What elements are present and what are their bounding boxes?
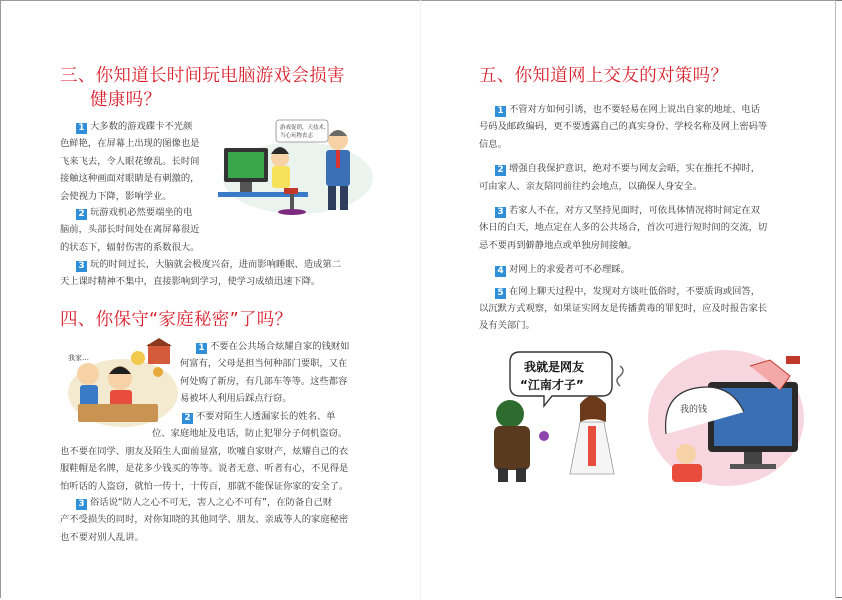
section-3-title: [60, 64, 390, 112]
text-line: 飞来飞去，令人眼花缭乱。长时间: [60, 155, 200, 167]
text-line: 也不要在同学、朋友及陌生人面前显富，吹嘘自家财产，炫耀自己的衣: [60, 445, 349, 457]
page-fold: [420, 0, 421, 600]
text-line: 色鲜艳，在屏幕上出现的图像也是: [60, 138, 200, 150]
s3-para-3: [60, 256, 380, 291]
text-line: 不要对陌生人透漏家长的姓名、单: [196, 411, 336, 422]
text-line: 增强自我保护意识，绝对不要与网友会晤，实在推托不掉时，: [509, 163, 761, 175]
text-line: 及有关部门。: [479, 320, 535, 332]
badge-4: 4: [495, 266, 506, 277]
title-line: 健康吗？: [90, 90, 162, 110]
text-line: 服鞋帽是名牌，是花多少钱买的等等。说者无意、听者有心，不见得是: [60, 463, 349, 475]
section-5-title: 五、你知道网上交友的对策吗？: [479, 66, 729, 86]
section-5: [479, 64, 809, 88]
cartoon-online-friend: [480, 346, 638, 486]
text-line: 忌不要再到僻静地点或单独房间接触。: [479, 239, 638, 251]
badge-3: 3: [76, 499, 87, 510]
badge-2: 2: [182, 413, 193, 424]
crop-mark: [836, 597, 842, 598]
text-line: 大多数的游戏碟卡不光颜: [90, 121, 193, 132]
s4-para-3: [60, 494, 390, 546]
badge-1: 1: [495, 106, 506, 117]
s3-para-1: [60, 118, 220, 205]
text-line: 怕听话的人盗窃，就怕一传十，十传百，那就不能保证你家的安全了。: [60, 480, 349, 492]
text-line: 位、家庭地址及电话，防止犯罪分子伺机盗窃。: [152, 428, 348, 440]
text-line: 可由家人、亲友陪同前往约会地点，以确保人身安全。: [479, 180, 703, 192]
badge-2: 2: [495, 165, 506, 176]
text-line: 若家人不在，对方又坚持见面时，可依具体情况将时间定在双: [509, 205, 761, 217]
crop-mark: [836, 0, 842, 1]
cartoon-money-monitor: [646, 346, 806, 486]
text-line: 玩游戏机必然要端坐的电: [90, 207, 193, 218]
badge-1: 1: [76, 123, 87, 134]
text-line: 何处购了新房，有几部车等等。这些都容: [180, 375, 348, 387]
text-line: 以沉默方式观察，如果证实网友是传播黄毒的罪犯时，应及时报告家长: [479, 303, 768, 315]
text-line: 号码及邮政编码，更不要透露自己的真实身份、学校名称及网上密码等: [479, 121, 768, 133]
cartoon-caption: 我就是网友: [524, 360, 585, 374]
text-line: 天上课时精神不集中，直接影响到学习，使学习成绩迅速下降。: [60, 276, 321, 288]
text-line: 易被坏人利用后踩点行窃。: [180, 393, 292, 405]
text-line: 会使视力下降，影响学业。: [60, 190, 172, 202]
s4-para-2: [60, 408, 390, 495]
badge-3: 3: [495, 207, 506, 218]
text-line: 俗话说“防人之心不可无，害人之心不可有”，在防备自己财: [90, 497, 333, 508]
bubble-text: 当心玩物丧志: [280, 133, 314, 139]
s5-para-5: [479, 283, 779, 335]
text-line: 何富有，父母是担当何种部门要职，又在: [180, 358, 348, 370]
cartoon-caption: 我的钱: [680, 405, 708, 415]
s5-para-1: [479, 101, 779, 153]
s4-para-1: [160, 338, 390, 408]
badge-3: 3: [76, 261, 87, 272]
badge-2: 2: [76, 209, 87, 220]
text-line: 信息。: [479, 138, 507, 150]
text-line: 接触这种画面对眼睛是有刺激的，: [60, 173, 200, 185]
illustration-gaming: [218, 118, 378, 218]
cartoon-caption: “江南才子”: [520, 378, 584, 392]
text-line: 的状态下，辐射伤害的系数很大。: [60, 241, 200, 253]
s5-para-4: [479, 261, 779, 278]
text-line: 休日的白天，地点定在人多的公共场合，首次可进行短时间的交流，切: [479, 222, 768, 234]
badge-5: 5: [495, 288, 506, 299]
bubble-text: 游戏促销，天技术，: [280, 125, 330, 131]
section-4: [60, 308, 390, 332]
s3-para-2: [60, 204, 220, 256]
text-line: 不要在公共场合炫耀自家的钱财如: [210, 341, 350, 352]
text-line: 产不受损失的同时，对你知晓的其他同学、朋友、亲戚等人的家庭秘密: [60, 514, 349, 526]
text-line: 不管对方如何引诱，也不要轻易在网上说出自家的地址、电话: [509, 104, 761, 115]
s5-para-2: [479, 160, 779, 195]
title-line: 三、你知道长时间玩电脑游戏会损害: [60, 66, 345, 86]
badge-1: 1: [196, 343, 207, 354]
text-line: 在网上聊天过程中，发现对方谈吐低俗时，不要质询或回答，: [509, 285, 761, 297]
section-3: [60, 64, 390, 112]
text-line: 脑前，头部长时间处在离屏幕很近: [60, 224, 200, 236]
s5-paragraphs: [479, 101, 779, 335]
s5-para-3: [479, 202, 779, 254]
section-4-title: 四、你保守“家庭秘密”了吗？: [60, 310, 293, 330]
text-line: 对网上的求爱者可不必理睬。: [509, 264, 630, 276]
text-line: 玩的时间过长，大脑就会极度兴奋，进而影响睡眠、造成第二: [90, 259, 342, 270]
speech-text: 我家…: [68, 354, 89, 362]
text-line: 也不要对别人乱讲。: [60, 531, 144, 543]
